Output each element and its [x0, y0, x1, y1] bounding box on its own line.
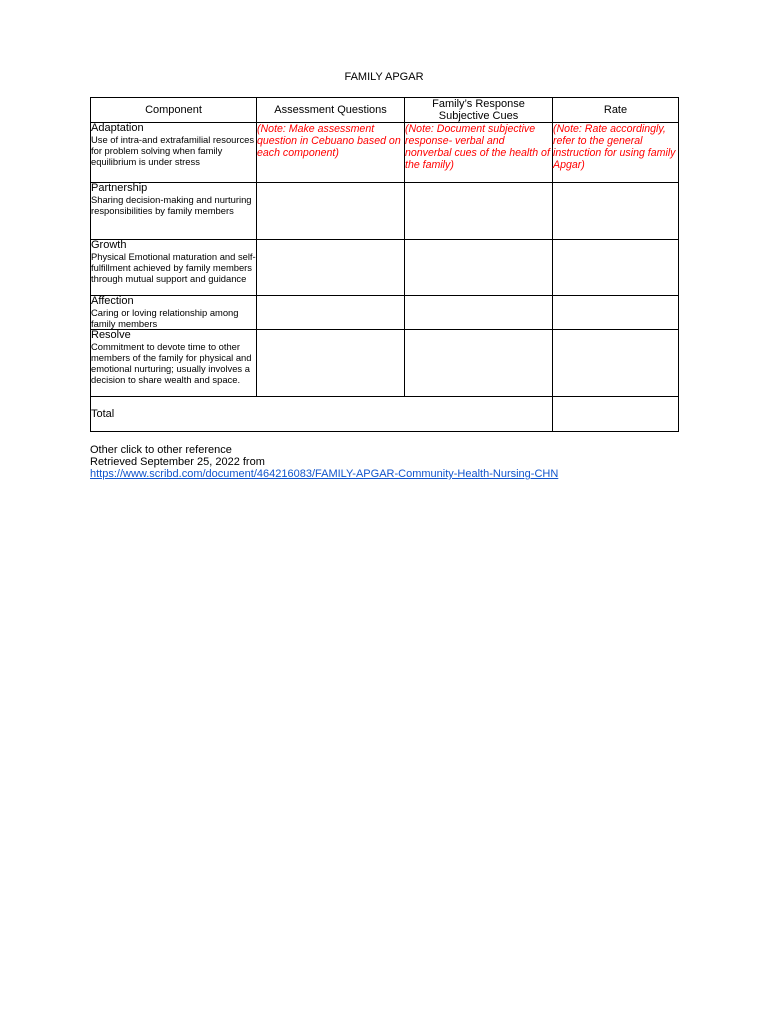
- component-cell-affection: [91, 296, 257, 330]
- rate-cell[interactable]: [553, 330, 679, 397]
- table-row-partnership: [91, 183, 679, 240]
- header-family-response-text: Family’s Response Subjective Cues: [432, 98, 525, 122]
- component-name: Resolve: [91, 329, 131, 341]
- assessment-question-cell[interactable]: [257, 240, 405, 296]
- assessment-question-note[interactable]: (Note: Make assessment question in Cebuano based on each component): [257, 123, 405, 183]
- table-row-total: [91, 397, 679, 432]
- component-cell-resolve: [91, 330, 257, 397]
- rate-cell[interactable]: [553, 183, 679, 240]
- family-response-cell[interactable]: [405, 296, 553, 330]
- header-rate: Rate: [553, 98, 679, 123]
- header-family-response: [405, 98, 553, 123]
- reference-footer: [90, 444, 558, 480]
- total-rate-cell[interactable]: [553, 397, 679, 432]
- table-row-resolve: [91, 330, 679, 397]
- family-response-note[interactable]: (Note: Document subjective response- verbal and nonverbal cues of the health of the family): [405, 123, 553, 183]
- component-name: Growth: [91, 239, 127, 251]
- component-name: Affection: [91, 295, 134, 307]
- component-name: Adaptation: [91, 122, 144, 134]
- table-header-row: [91, 98, 679, 123]
- component-description: Caring or loving relationship among family members: [91, 307, 239, 329]
- component-description: Use of intra-and extrafamilial resources for problem solving when family equilibrium is under stress: [91, 134, 255, 167]
- reference-line-1: Other click to other reference: [90, 444, 232, 456]
- total-label: Total: [91, 397, 553, 432]
- assessment-question-cell[interactable]: [257, 183, 405, 240]
- rate-note[interactable]: (Note: Rate accordingly, refer to the general instruction for using family Apgar): [553, 123, 679, 183]
- component-cell-partnership: [91, 183, 257, 240]
- component-description: Commitment to devote time to other members of the family for physical and emotional nurturing; usually involves a decision to share wealth and space.: [91, 341, 252, 385]
- family-response-cell[interactable]: [405, 240, 553, 296]
- table-row-affection: [91, 296, 679, 330]
- component-cell-growth: [91, 240, 257, 296]
- rate-cell[interactable]: [553, 240, 679, 296]
- family-response-cell[interactable]: [405, 183, 553, 240]
- family-response-cell[interactable]: [405, 330, 553, 397]
- page-title: FAMILY APGAR: [344, 71, 424, 83]
- assessment-question-cell[interactable]: [257, 330, 405, 397]
- component-description: Sharing decision-making and nurturing responsibilities by family members: [91, 194, 252, 216]
- header-assessment-questions: Assessment Questions: [257, 98, 405, 123]
- rate-cell[interactable]: [553, 296, 679, 330]
- family-apgar-table: [90, 97, 679, 432]
- component-cell-adaptation: [91, 123, 257, 183]
- assessment-question-cell[interactable]: [257, 296, 405, 330]
- reference-link[interactable]: https://www.scribd.com/document/464216083/FAMILY-APGAR-Community-Health-Nursing-CHN: [90, 468, 559, 480]
- table-row-growth: [91, 240, 679, 296]
- reference-line-2: Retrieved September 25, 2022 from: [90, 456, 265, 468]
- table-row-adaptation: [91, 123, 679, 183]
- component-description: Physical Emotional maturation and self-fulfillment achieved by family members through mutual support and guidance: [91, 251, 256, 284]
- header-component: Component: [91, 98, 257, 123]
- component-name: Partnership: [91, 182, 148, 194]
